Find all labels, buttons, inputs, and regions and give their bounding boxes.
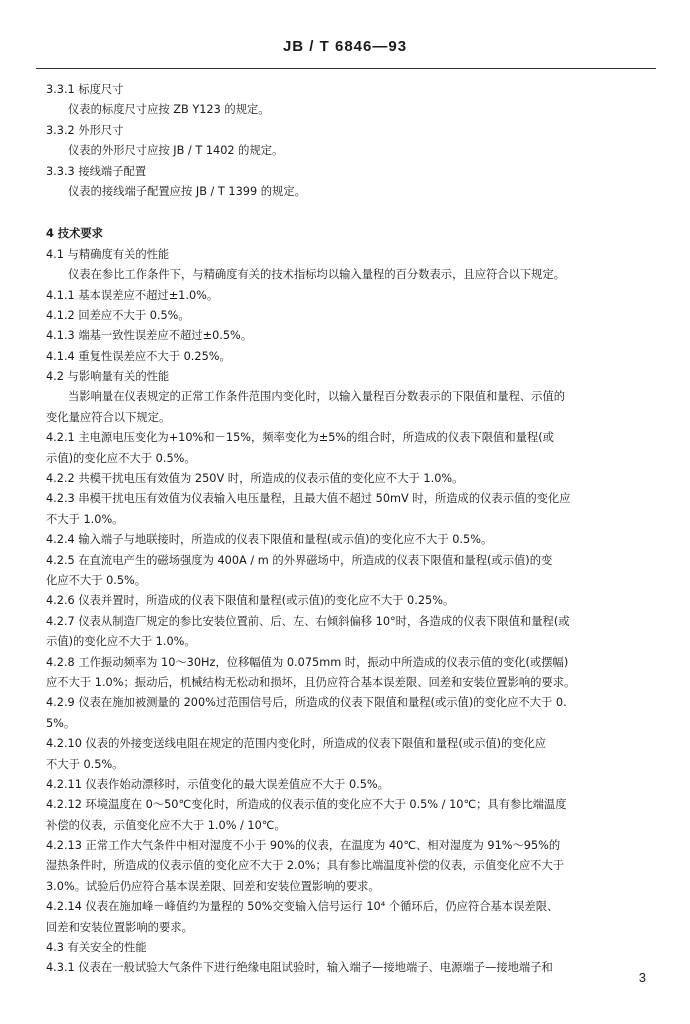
- header-rule: [36, 68, 656, 69]
- clause-4-2-7-line: 示值)的变化应不大于 1.0%。: [46, 635, 196, 649]
- clause-4-2-12-line: 4.2.12 环境温度在 0～50℃变化时，所造成的仪表示值的变化应不大于 0.5% / 10℃；具有参比端温度: [46, 798, 567, 812]
- clause-4-2-4: 4.2.4 输入端子与地联接时，所造成的仪表下限值和量程(或示值)的变化应不大于 0.5%。: [46, 533, 493, 547]
- clause-4-2-1-line: 4.2.1 主电源电压变化为+10%和－15%，频率变化为±5%的组合时，所造成的仪表下限值和量程(或: [46, 431, 554, 445]
- clause-4-1-1: 4.1.1 基本误差应不超过±1.0%。: [46, 288, 219, 302]
- clause-4-2-8-line: 应不大于 1.0%；振动后，机械结构无松动和损坏，且仍应符合基本误差限、回差和安装位置影响的要求。: [46, 675, 576, 689]
- clause-4-2-heading: 4.2 与影响量有关的性能: [46, 370, 170, 384]
- clause-4-2-text-line: 当影响量在仪表规定的正常工作条件范围内变化时，以输入量程百分数表示的下限值和量程、示值的: [68, 390, 566, 404]
- clause-4-3-1-line: 4.3.1 仪表在一般试验大气条件下进行绝缘电阻试验时，输入端子—接地端子、电源端子—接地端子和: [46, 961, 553, 975]
- clause-4-2-5-line: 4.2.5 在直流电产生的磁场强度为 400A / m 的外界磁场中，所造成的仪表下限值和量程(或示值)的变: [46, 553, 553, 567]
- clause-4-2-10-line: 不大于 0.5%。: [46, 757, 124, 771]
- clause-4-2-13-line: 湿热条件时，所造成的仪表示值的变化应不大于 2.0%；具有参比端温度补偿的仪表，示值变化应不大于: [46, 859, 565, 873]
- clause-4-2-13-line: 4.2.13 正常工作大气条件中相对湿度不小于 90%的仪表，在温度为 40℃、相对湿度为 91%～95%的: [46, 839, 561, 853]
- clause-3-3-3-text: 仪表的接线端子配置应按 JB / T 1399 的规定。: [68, 184, 306, 198]
- clause-4-1-2: 4.1.2 回差应不大于 0.5%。: [46, 308, 190, 322]
- document-body: [46, 80, 652, 979]
- clause-4-2-11: 4.2.11 仪表作始动漂移时，示值变化的最大误差值应不大于 0.5%。: [46, 777, 389, 791]
- clause-4-2-7-line: 4.2.7 仪表从制造厂规定的参比安装位置前、后、左、右倾斜偏移 10°时，各造成的仪表下限值和量程(或: [46, 614, 570, 628]
- clause-4-1-4: 4.1.4 重复性误差应不大于 0.25%。: [46, 349, 231, 363]
- clause-4-2-12-line: 补偿的仪表，示值变化应不大于 1.0% / 10℃。: [46, 818, 286, 832]
- clause-4-2-3-line: 不大于 1.0%。: [46, 512, 124, 526]
- clause-4-2-9-line: 4.2.9 仪表在施加被测量的 200%过范围信号后，所造成的仪表下限值和量程(或示值)的变化应不大于 0.: [46, 696, 567, 710]
- clause-4-2-13-line: 3.0%。试验后仍应符合基本误差限、回差和安装位置影响的要求。: [46, 879, 380, 893]
- clause-4-2-14-line: 4.2.14 仪表在施加峰－峰值约为量程的 50%交变输入信号运行 10⁴ 个循环后，仍应符合基本误差限、: [46, 900, 559, 914]
- clause-4-2-6: 4.2.6 仪表并置时，所造成的仪表下限值和量程(或示值)的变化应不大于 0.25%。: [46, 594, 455, 608]
- clause-4-2-text-line: 变化量应符合以下规定。: [46, 410, 171, 424]
- clause-4-2-8-line: 4.2.8 工作振动频率为 10～30Hz，位移幅值为 0.075mm 时，振动中所造成的仪表示值的变化(或摆幅): [46, 655, 569, 669]
- clause-3-3-1-heading: 3.3.1 标度尺寸: [46, 83, 124, 96]
- clause-4-2-9-line: 5%。: [46, 716, 76, 730]
- clause-4-2-5-line: 化应不大于 0.5%。: [46, 573, 147, 587]
- section-gap: [46, 202, 652, 224]
- clause-4-2-3-line: 4.2.3 串模干扰电压有效值为仪表输入电压量程，且最大值不超过 50mV 时，所造成的仪表示值的变化应: [46, 492, 571, 506]
- clause-4-2-2: 4.2.2 共模干扰电压有效值为 250V 时，所造成的仪表示值的变化应不大于 1.0%。: [46, 472, 464, 486]
- clause-4-1-text: 仪表在参比工作条件下，与精确度有关的技术指标均以输入量程的百分数表示，且应符合以下规定。: [68, 268, 566, 282]
- clause-3-3-3-heading: 3.3.3 接线端子配置: [46, 164, 147, 178]
- clause-3-3-2-text: 仪表的外形尺寸应按 JB / T 1402 的规定。: [68, 144, 284, 158]
- page-number: 3: [638, 970, 646, 985]
- clause-4-1-3: 4.1.3 端基一致性误差应不超过±0.5%。: [46, 329, 253, 343]
- clause-3-3-2-heading: 3.3.2 外形尺寸: [46, 123, 124, 137]
- clause-4-2-10-line: 4.2.10 仪表的外接变送线电阻在规定的范围内变化时，所造成的仪表下限值和量程(或示值)的变化应: [46, 737, 547, 751]
- clause-4-1-heading: 4.1 与精确度有关的性能: [46, 247, 170, 261]
- clause-3-3-1-text: 仪表的标度尺寸应按 ZB Y123 的规定。: [68, 103, 270, 117]
- clause-4-2-1-line: 示值)的变化应不大于 0.5%。: [46, 451, 196, 465]
- clause-4-2-14-line: 回差和安装位置影响的要求。: [46, 920, 193, 934]
- clause-4-3-heading: 4.3 有关安全的性能: [46, 941, 147, 955]
- section-4-heading: 4 技术要求: [46, 227, 103, 241]
- standard-code-header: JB / T 6846—93: [282, 38, 408, 55]
